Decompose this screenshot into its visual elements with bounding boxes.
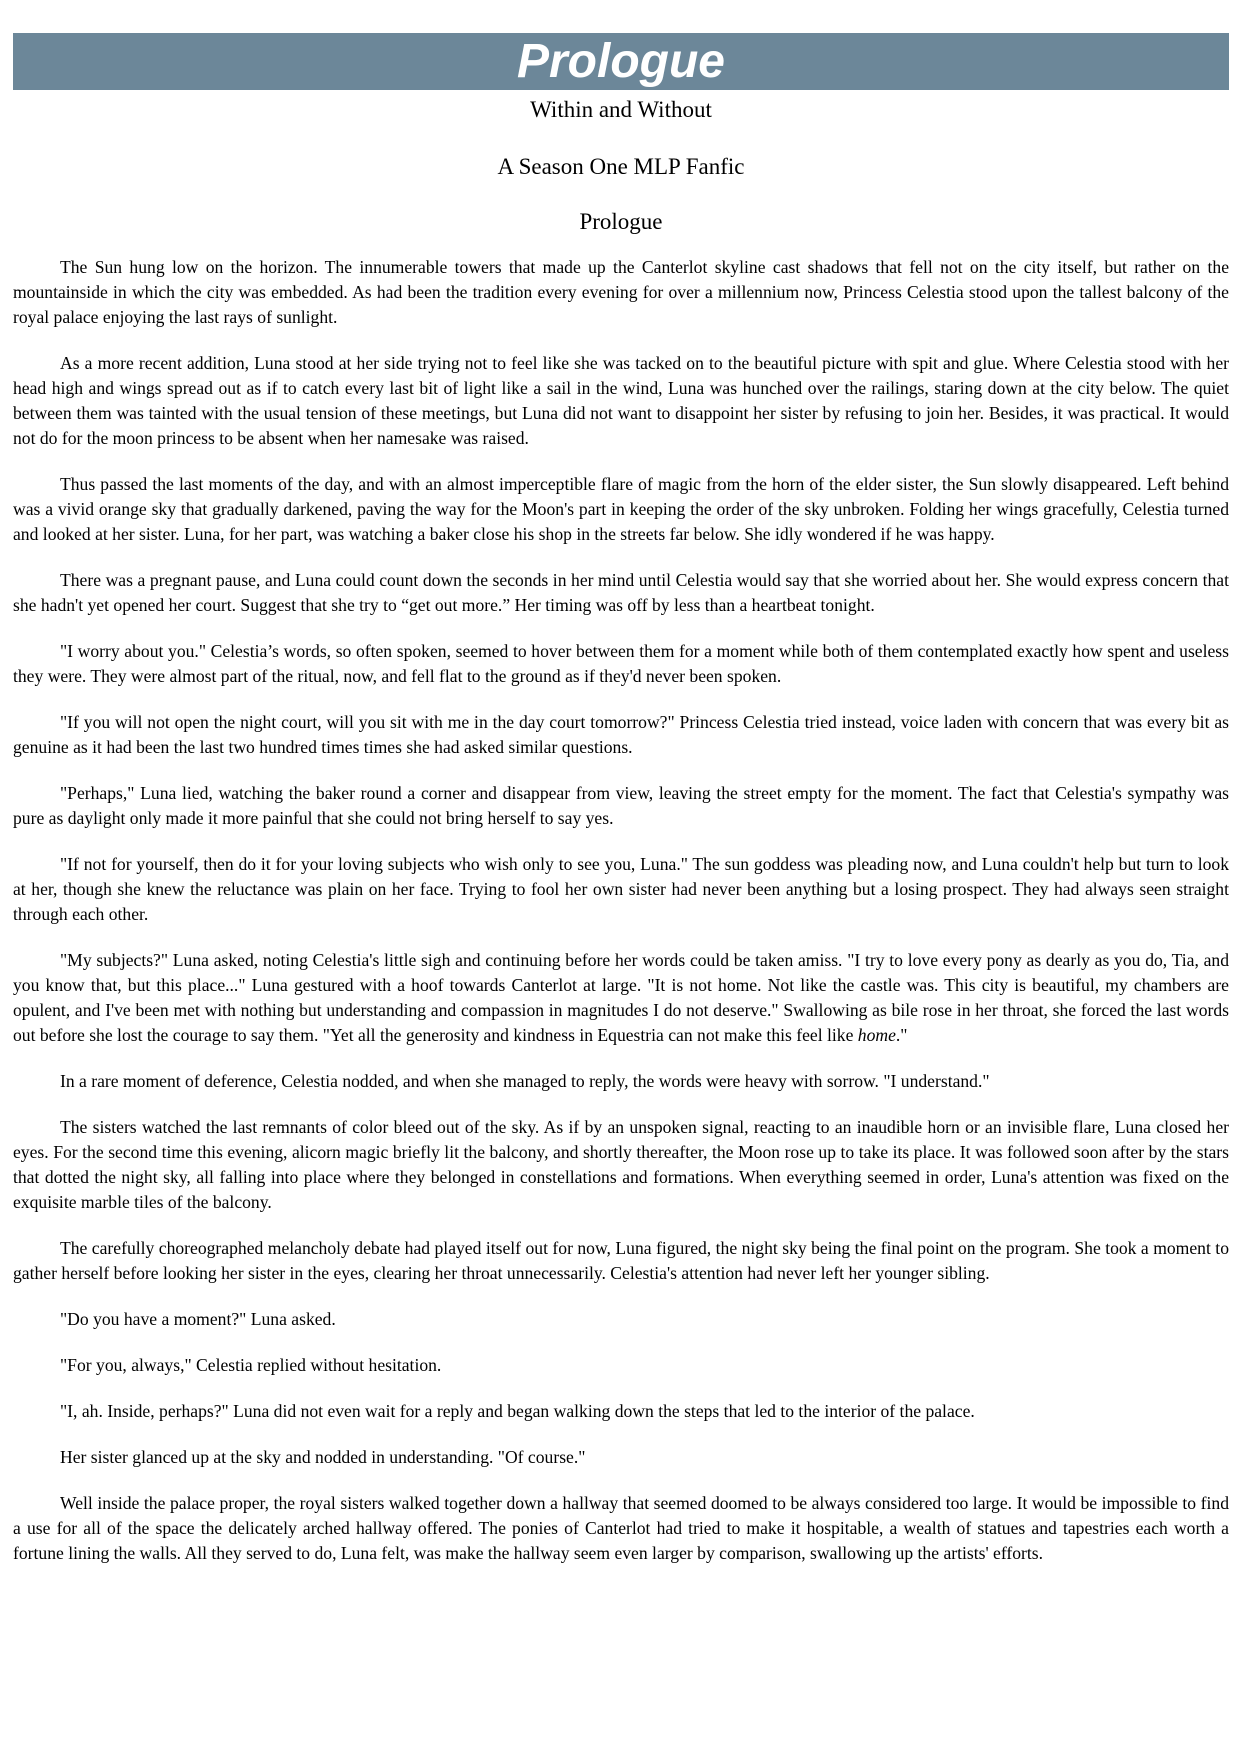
paragraph: "For you, always," Celestia replied without hesitation. (60, 1354, 442, 1375)
paragraph: In a rare moment of deference, Celestia nodded, and when she managed to reply, the words were heavy with sorrow. "I understand." (60, 1070, 990, 1091)
chapter-heading: Prologue (579, 209, 663, 235)
emphasis-text: home (857, 1024, 896, 1045)
paragraph: "Do you have a moment?" Luna asked. (60, 1308, 336, 1329)
paragraph: Well inside the palace proper, the royal sisters walked together down a hallway that seemed doomed to be always considered too large. It would be impossible to find a use for all of the space the delicately arched hallway offered. The ponies of Canterlot had tried to make it hospitable, a wealth of statues and tapestries each worth a fortune lining the walls. All they served to do, Luna felt, was make the hallway seem even larger by comparison, swallowing up the artists' efforts. (13, 1492, 1229, 1563)
paragraph: "I, ah. Inside, perhaps?" Luna did not even wait for a reply and began walking down the steps that led to the interior of the palace. (60, 1400, 975, 1421)
paragraph: Thus passed the last moments of the day, and with an almost imperceptible flare of magic from the horn of the elder sister, the Sun slowly disappeared. Left behind was a vivid orange sky that gradually darkened, paving the way for the Moon's part in keeping the order of the sky unbroken. Folding her wings gracefully, Celestia turned and looked at her sister. Luna, for her part, was watching a baker close his shop in the streets far below. She idly wondered if he was happy. (13, 473, 1229, 544)
paragraph: There was a pregnant pause, and Luna could count down the seconds in her mind until Celestia would say that she worried about her. She would express concern that she hadn't yet opened her court. Suggest that she try to “get out more.” Her timing was off by less than a heartbeat tonight. (13, 569, 1229, 615)
banner-title: Prologue (516, 34, 725, 88)
document-page (13, 33, 1229, 1566)
paragraph-text-end: ." (895, 1024, 908, 1045)
paragraph: "Perhaps," Luna lied, watching the baker round a corner and disappear from view, leaving the street empty for the moment. The fact that Celestia's sympathy was pure as daylight only made it more painful that she could not bring herself to say yes. (13, 782, 1229, 828)
paragraph-text: "My subjects?" Luna asked, noting Celestia's little sigh and continuing before her words could be taken amiss. "I try to love every pony as dearly as you do, Tia, and you know that, but this place..." Luna gestured with a hoof towards Canterlot at large. "It is not home. Not like the castle was. This city is beautiful, my chambers are opulent, and I've been met with nothing but understanding and compassion in magnitudes I do not deserve." Swallowing as bile rose in her throat, she forced the last words out before she lost the courage to say them. "Yet all the generosity and kindness in Equestria can not make this feel like (13, 949, 1229, 1045)
paragraph: As a more recent addition, Luna stood at her side trying not to feel like she was tacked on to the beautiful picture with spit and glue. Where Celestia stood with her head high and wings spread out as if to catch every last bit of light like a sail in the wind, Luna was hunched over the railings, staring down at the city below. The quiet between them was tainted with the usual tension of these meetings, but Luna did not want to disappoint her sister by refusing to join her. Besides, it was practical. It would not do for the moon princess to be absent when her namesake was raised. (13, 352, 1229, 448)
story-subtitle: A Season One MLP Fanfic (497, 153, 745, 179)
paragraph (13, 948, 1229, 1048)
story-body (13, 255, 1229, 1566)
title-banner (13, 33, 1229, 90)
paragraph: The sisters watched the last remnants of color bleed out of the sky. As if by an unspoken signal, reacting to an inaudible horn or an invisible flare, Luna closed her eyes. For the second time this evening, alicorn magic briefly lit the balcony, and shortly thereafter, the Moon rose up to take its place. It was followed soon after by the stars that dotted the night sky, all falling into place where they belonged in constellations and formations. When everything seemed in order, Luna's attention was fixed on the exquisite marble tiles of the balcony. (13, 1116, 1229, 1212)
paragraph: Her sister glanced up at the sky and nodded in understanding. "Of course." (60, 1446, 586, 1467)
paragraph: "I worry about you." Celestia’s words, so often spoken, seemed to hover between them for a moment while both of them contemplated exactly how spent and useless they were. They were almost part of the ritual, now, and fell flat to the ground as if they'd never been spoken. (13, 640, 1229, 686)
story-title: Within and Without (530, 97, 712, 122)
paragraph: "If not for yourself, then do it for your loving subjects who wish only to see you, Luna." The sun goddess was pleading now, and Luna couldn't help but turn to look at her, though she knew the reluctance was plain on her face. Trying to fool her own sister had never been anything but a losing prospect. They had always seen straight through each other. (13, 853, 1229, 924)
paragraph: The Sun hung low on the horizon. The innumerable towers that made up the Canterlot skyline cast shadows that fell not on the city itself, but rather on the mountainside in which the city was embedded. As had been the tradition every evening for over a millennium now, Princess Celestia stood upon the tallest balcony of the royal palace enjoying the last rays of sunlight. (13, 256, 1229, 327)
paragraph: The carefully choreographed melancholy debate had played itself out for now, Luna figured, the night sky being the final point on the program. She took a moment to gather herself before looking her sister in the eyes, clearing her throat unnecessarily. Celestia's attention had never left her younger sibling. (13, 1237, 1229, 1283)
paragraph: "If you will not open the night court, will you sit with me in the day court tomorrow?" Princess Celestia tried instead, voice laden with concern that was every bit as genuine as it had been the last two hundred times times she had asked similar questions. (13, 711, 1229, 757)
